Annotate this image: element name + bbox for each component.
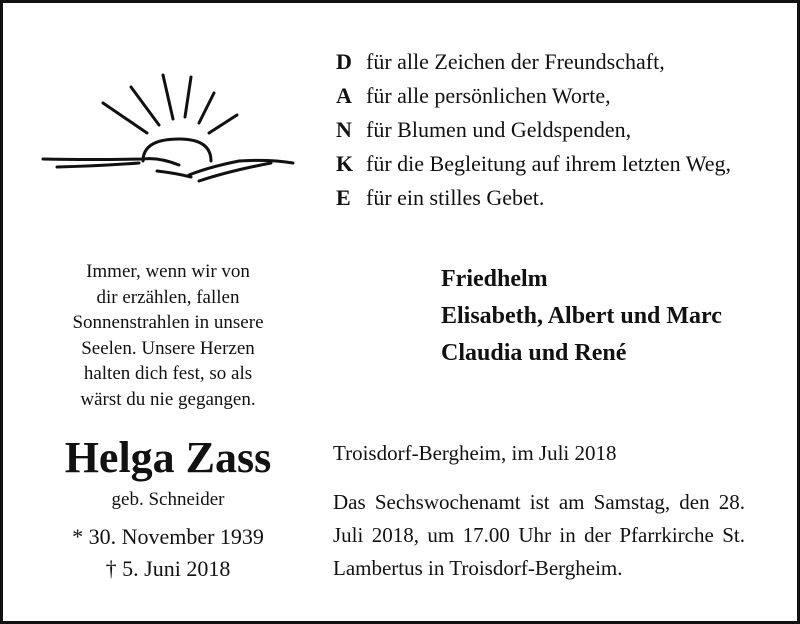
danke-letter: N bbox=[336, 117, 352, 142]
danke-text: für Blumen und Geldspenden, bbox=[366, 117, 632, 142]
maiden-name: geb. Schneider bbox=[111, 489, 225, 510]
danke-row bbox=[336, 45, 731, 79]
poem-line: Seelen. Unsere Herzen bbox=[81, 337, 255, 359]
danke-text: für alle persönlichen Worte, bbox=[366, 83, 611, 108]
danke-row bbox=[336, 79, 731, 113]
poem bbox=[43, 259, 293, 412]
danke-row bbox=[336, 181, 731, 215]
death-date: † 5. Juni 2018 bbox=[105, 556, 231, 581]
signer: Elisabeth, Albert und Marc bbox=[441, 303, 722, 329]
poem-line: dir erzählen, fallen bbox=[96, 286, 240, 308]
mass-notice: Das Sechswochenamt ist am Samstag, den 28. Juli 2018, um 17.00 Uhr in der Pfarrkirche St. Lambertus in Troisdorf-Bergheim. bbox=[333, 490, 745, 580]
danke-letter: A bbox=[336, 83, 352, 108]
signer: Claudia und René bbox=[441, 340, 627, 366]
signer: Friedhelm bbox=[441, 266, 548, 292]
danke-text: für die Begleitung auf ihrem letzten Weg, bbox=[366, 151, 731, 176]
danke-row bbox=[336, 147, 731, 181]
danke-text: für alle Zeichen der Freundschaft, bbox=[366, 49, 665, 74]
poem-line: Sonnenstrahlen in unsere bbox=[72, 312, 264, 333]
danke-text: für ein stilles Gebet. bbox=[366, 185, 545, 210]
deceased-name: Helga Zass bbox=[64, 433, 272, 482]
birth-date: * 30. November 1939 bbox=[72, 524, 264, 549]
deceased-info bbox=[43, 431, 293, 585]
life-dates bbox=[43, 521, 293, 585]
danke-letter: E bbox=[336, 185, 351, 210]
danke-letter: K bbox=[336, 151, 354, 176]
danke-list bbox=[336, 45, 731, 215]
danke-letter: D bbox=[336, 49, 352, 74]
poem-line: wärst du nie gegangen. bbox=[80, 388, 256, 410]
sunrise-icon bbox=[39, 73, 299, 193]
danke-row bbox=[336, 113, 731, 147]
poem-line: Immer, wenn wir von bbox=[86, 261, 250, 282]
signers bbox=[441, 261, 722, 372]
place-date: Troisdorf-Bergheim, im Juli 2018 bbox=[333, 441, 617, 465]
poem-line: halten dich fest, so als bbox=[83, 363, 253, 384]
